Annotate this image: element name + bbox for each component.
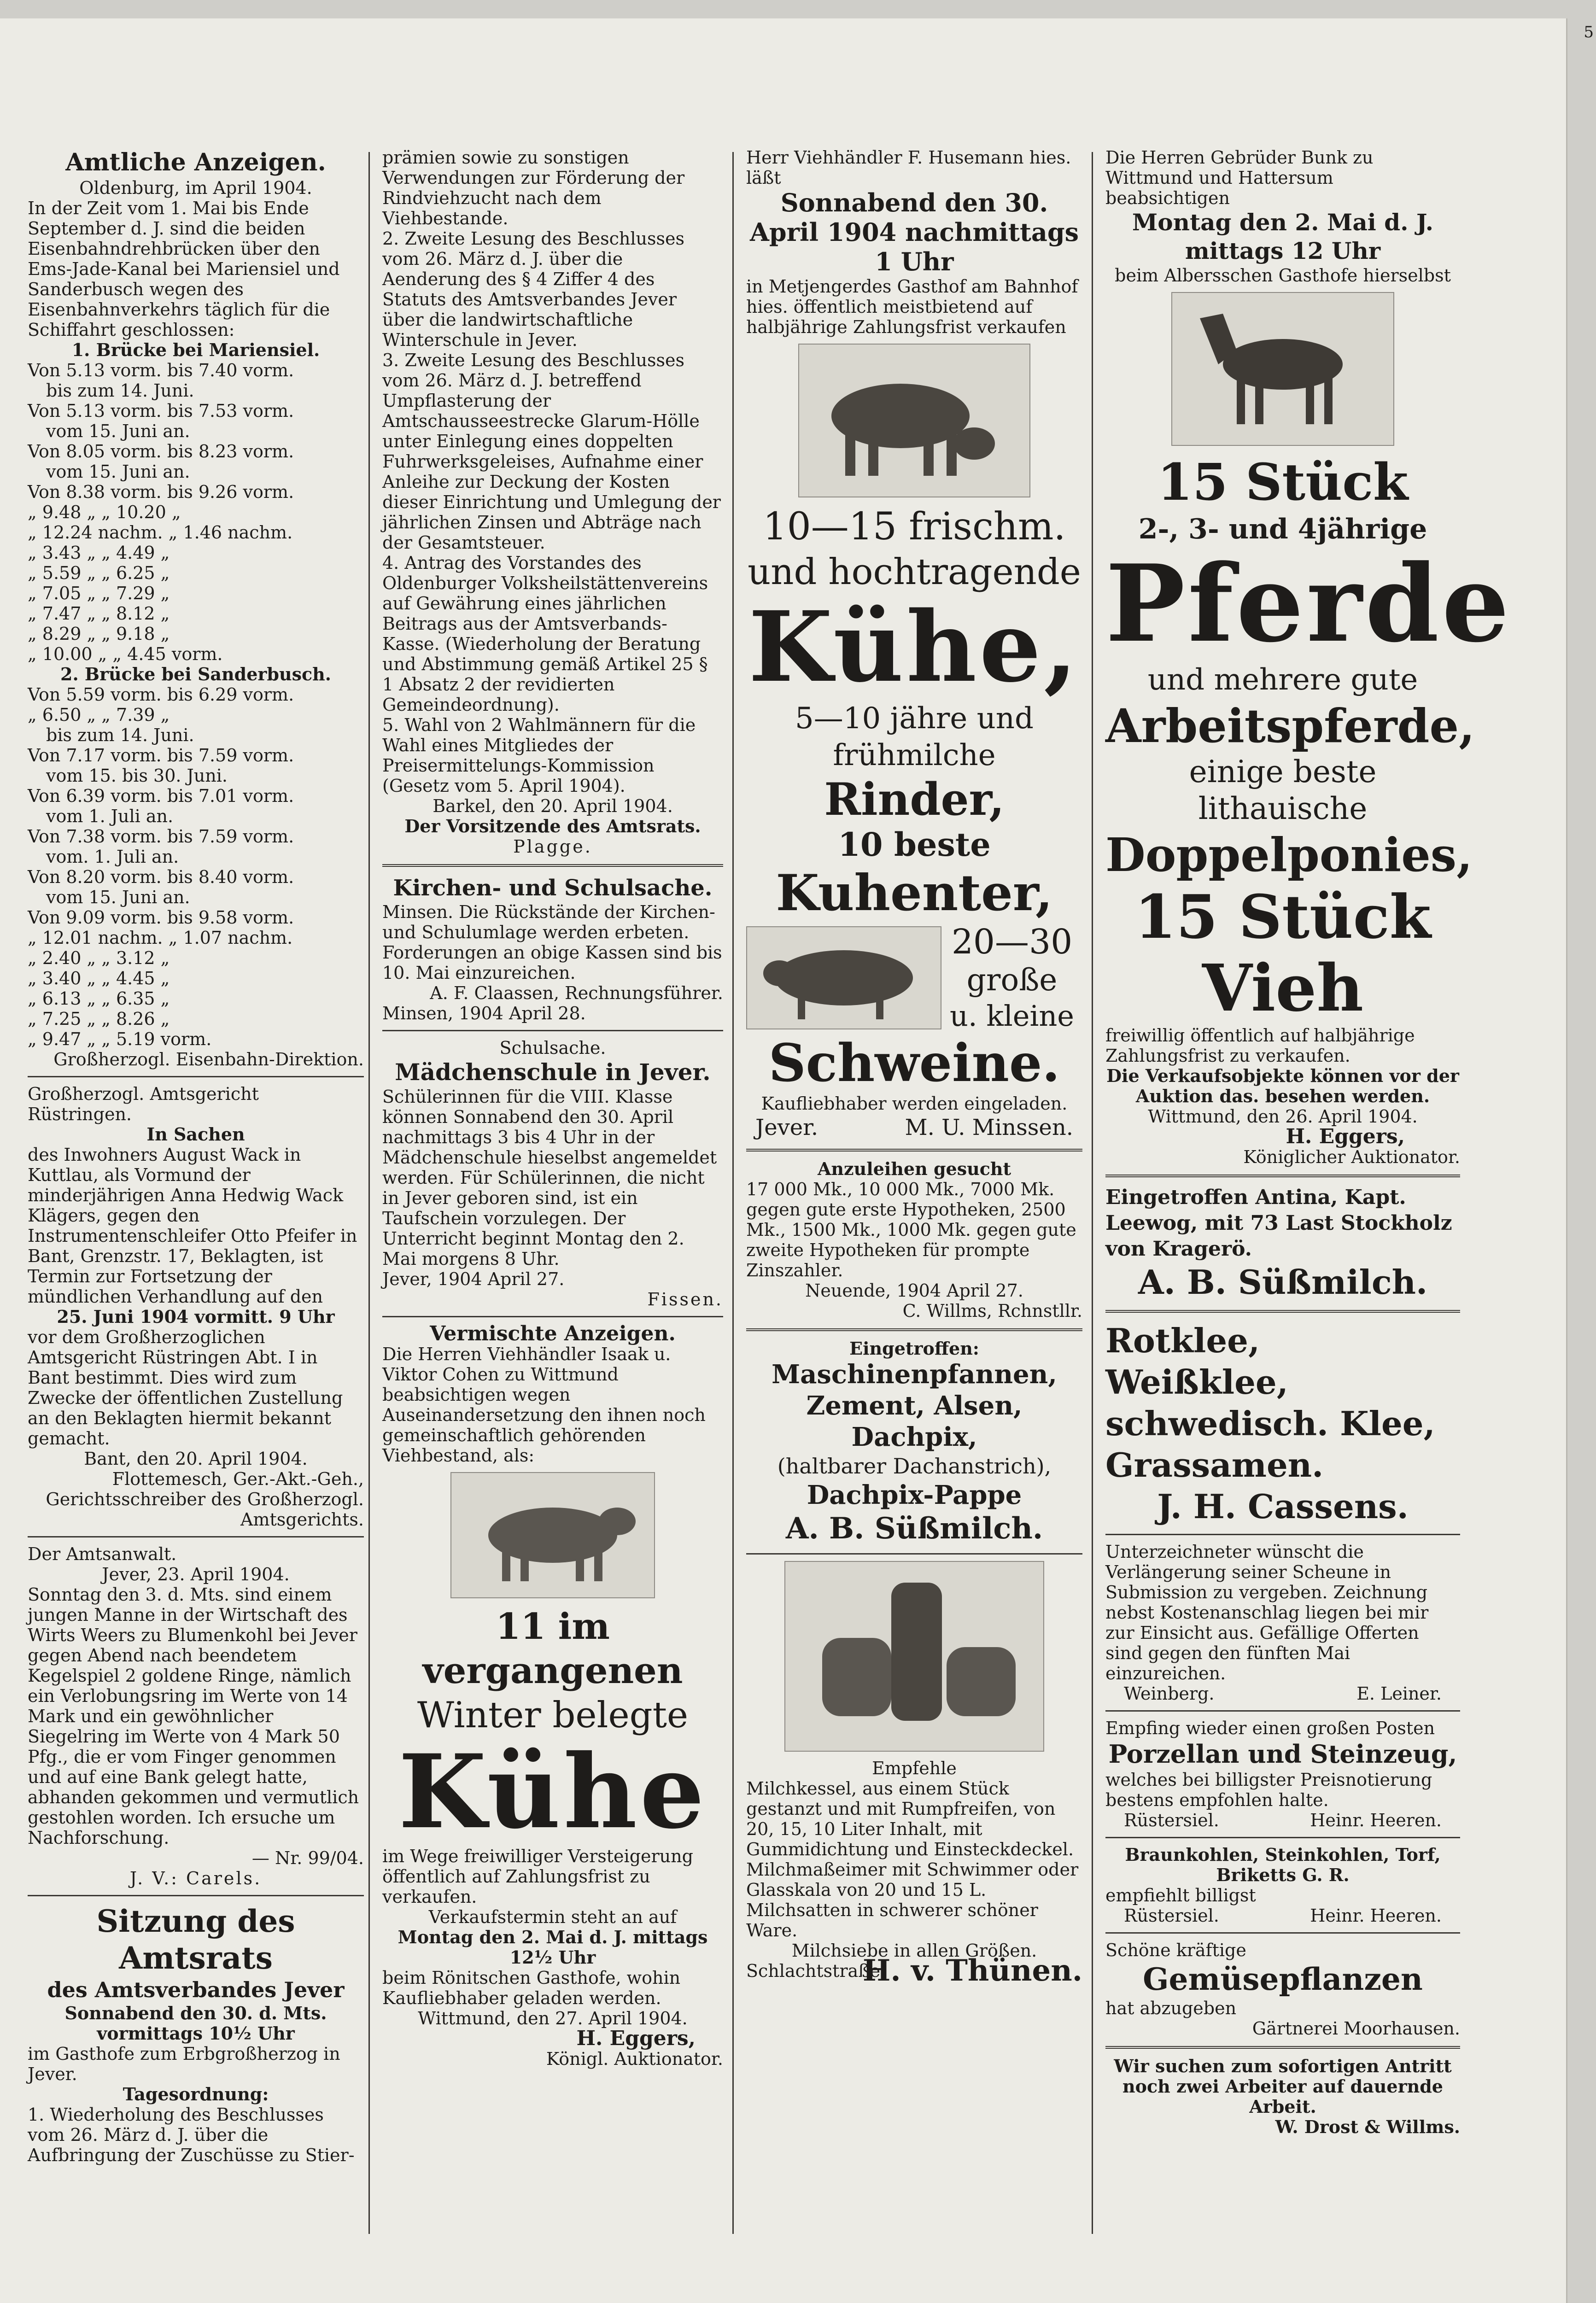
- divider: [1105, 1837, 1460, 1838]
- schweine-line-a: 20—30: [951, 922, 1073, 962]
- fissen-sign: Fissen.: [647, 1289, 723, 1309]
- divider: [746, 1328, 1082, 1331]
- amtliche-heading: Amtliche Anzeigen.: [65, 148, 326, 176]
- divider: [382, 1030, 723, 1031]
- time-row: „ 12.24 nachm. „ 1.46 nachm.: [28, 522, 293, 543]
- pig-block: [746, 922, 1082, 1034]
- column-1: [28, 147, 364, 2165]
- porzellan-text: welches bei billigster Preisnotierung bestens empfohlen halte.: [1105, 1770, 1432, 1810]
- bridge2-heading: 2. Brücke bei Sanderbusch.: [60, 664, 331, 684]
- anleihen-date: Neuende, 1904 April 27.: [805, 1280, 1023, 1301]
- kirchen-date: Minsen, 1904 April 28.: [382, 1003, 586, 1023]
- horse-icon: [1181, 300, 1384, 438]
- time-row: vom 15. Juni an.: [46, 462, 190, 482]
- schwedisch-klee: schwedisch. Klee,: [1105, 1404, 1435, 1443]
- vorsitzende: Der Vorsitzende des Amtsrats.: [404, 816, 701, 836]
- barkel-date: Barkel, den 20. April 1904.: [433, 796, 673, 816]
- time-row: vom 15. Juni an.: [46, 887, 190, 907]
- time-row: Von 9.09 vorm. bis 9.58 vorm.: [28, 907, 294, 928]
- direktion-sign: Großherzogl. Eisenbahn-Direktion.: [53, 1049, 364, 1070]
- weissklee: Weißklee,: [1105, 1362, 1288, 1402]
- milchkessel: Milchkessel, aus einem Stück gestanzt und mit Rumpfreifen, von 20, 15, 10 Liter Inhalt, mit Gummidichtung und Einsteckdeckel.: [746, 1778, 1074, 1859]
- schulsache: Schulsache.: [499, 1038, 606, 1058]
- kuhenter-line: 10 beste: [838, 825, 991, 864]
- divider: [382, 864, 723, 867]
- eggers-sign: H. Eggers,: [1286, 1125, 1405, 1148]
- milchsiebe: Milchsiebe in allen Größen.: [791, 1941, 1037, 1961]
- column-rule: [732, 152, 734, 2234]
- time-row: Von 8.05 vorm. bis 8.23 vorm.: [28, 441, 294, 462]
- braunkohlen: Braunkohlen, Steinkohlen, Torf, Briketts G. R.: [1125, 1844, 1441, 1885]
- cow-icon: [808, 351, 1020, 490]
- cohen-date: Montag den 2. Mai d. J. mittags 12½ Uhr: [398, 1927, 708, 1968]
- empfehle: Empfehle: [872, 1758, 957, 1778]
- drost-sign: W. Drost & Willms.: [1275, 2116, 1460, 2137]
- divider: [1105, 1175, 1460, 1177]
- sitzung-title: Sitzung des Amtsrats: [96, 1903, 295, 1976]
- time-row: „ 9.48 „ „ 10.20 „: [28, 502, 181, 522]
- rinder-line-b: frühmilche: [833, 738, 996, 772]
- divider: [28, 1536, 364, 1537]
- bridge2-times: [28, 684, 364, 1049]
- bridge1-heading: 1. Brücke bei Mariensiel.: [71, 339, 320, 360]
- tages-item: prämien sowie zu sonstigen Verwendungen zur Förderung der Rindviehzucht nach dem Viehbestande.: [382, 147, 685, 228]
- divider: [28, 1076, 364, 1077]
- pferde-big: Pferde: [1105, 542, 1512, 666]
- cohen-termin: Verkaufstermin steht an auf: [428, 1907, 677, 1927]
- leiner-sign: [1105, 1683, 1460, 1704]
- divider: [382, 1316, 723, 1317]
- grassamen: Grassamen.: [1105, 1445, 1324, 1485]
- time-row: vom 15. Juni an.: [46, 421, 190, 441]
- milchsatten: Milchsatten in schwerer schöner Ware.: [746, 1900, 1038, 1941]
- time-row: Von 7.17 vorm. bis 7.59 vorm.: [28, 745, 294, 766]
- vieh-count: 15 Stück: [1134, 882, 1431, 952]
- pig-icon: [756, 932, 931, 1024]
- eggers-sign: H. Eggers,: [576, 2027, 696, 2050]
- doppelponies-big: Doppelponies,: [1105, 828, 1473, 882]
- suessmilch-sign: A. B. Süßmilch.: [1138, 1263, 1428, 1302]
- cassens-sign: J. H. Cassens.: [1157, 1487, 1409, 1526]
- pig-illustration: [746, 926, 941, 1029]
- cohen-text2: im Wege freiwilliger Versteigerung öffentlich auf Zahlungsfrist zu verkaufen.: [382, 1846, 693, 1907]
- in-sachen: In Sachen: [146, 1124, 245, 1145]
- schweine-line-c: u. kleine: [950, 999, 1074, 1033]
- kuehe-line-a: 10—15 frischm.: [763, 505, 1066, 549]
- haltbarer: (haltbarer Dachanstrich),: [777, 1454, 1052, 1479]
- ruestringen-text: des Inwohners August Wack in Kuttlau, als Vormund der minderjährigen Anna Hedwig Wack Klägers, gegen den Instrumentenschleifer Otto Pfeifer in Bant, Grenzstr. 17, Beklagten, ist Termin zur Fortsetzung der mündlichen Verhandlung auf den: [28, 1145, 357, 1307]
- milk-can-icon: [795, 1569, 1034, 1744]
- bunk-text2: freiwillig öffentlich auf halbjährige Zahlungsfrist zu verkaufen.: [1105, 1025, 1415, 1066]
- time-row: „ 7.05 „ „ 7.29 „: [28, 583, 170, 603]
- zement: Zement, Alsen,: [806, 1391, 1023, 1421]
- husemann-text2: in Metjengerdes Gasthof am Bahnhof hies. öffentlich meistbietend auf halbjährige Zahlungsfrist verkaufen: [746, 276, 1078, 337]
- milchmass: Milchmaßeimer mit Schwimmer oder Glasskala von 20 und 15 L.: [746, 1859, 1079, 1900]
- time-row: Von 7.38 vorm. bis 7.59 vorm.: [28, 826, 294, 847]
- divider: [1105, 1932, 1460, 1934]
- time-row: vom 1. Juli an.: [46, 806, 174, 826]
- kuehe-big: Kühe,: [748, 590, 1080, 704]
- rinder-big: Rinder,: [824, 773, 1005, 825]
- gemuesepflanzen: Gemüsepflanzen: [1143, 1961, 1423, 1997]
- antina-text: Eingetroffen Antina, Kapt. Leewog, mit 73 Last Stockholz von Kragerö.: [1105, 1186, 1452, 1261]
- cohen-sign-date: Wittmund, den 27. April 1904.: [418, 2008, 688, 2028]
- column-3: [746, 147, 1082, 1988]
- ruestringen-text2: vor dem Großherzoglichen Amtsgericht Rüstringen Abt. I in Bant bestimmt. Dies wird zum Zwecke der öffentlichen Zustellung an den Beklagten hiermit bekannt gemacht.: [28, 1327, 343, 1449]
- dachpix: Dachpix,: [851, 1422, 977, 1452]
- time-row: „ 6.13 „ „ 6.35 „: [28, 988, 170, 1009]
- minssen-sign: [746, 1114, 1082, 1141]
- pferde-count: 15 Stück: [1157, 452, 1409, 512]
- newspaper-page: [0, 18, 1594, 2303]
- time-row: „ 10.00 „ „ 4.45 vorm.: [28, 644, 223, 664]
- time-row: „ 7.25 „ „ 8.26 „: [28, 1009, 170, 1029]
- abzugeben: hat abzugeben: [1105, 1998, 1237, 2018]
- divider: [746, 1149, 1082, 1152]
- page-number: 5: [1584, 23, 1594, 41]
- time-row: Von 8.20 vorm. bis 8.40 vorm.: [28, 867, 294, 887]
- heeren-sign-1: [1105, 1810, 1460, 1830]
- cohen-text: Die Herren Viehhändler Isaak u. Viktor Cohen zu Wittmund beabsichtigen wegen Auseinandersetzung den ihnen noch gemeinschaftlich gehörenden Viehbestand, als:: [382, 1344, 706, 1466]
- porzellan: Porzellan und Steinzeug,: [1108, 1739, 1457, 1769]
- divider: [28, 1895, 364, 1896]
- oldenburg-date: Oldenburg, im April 1904.: [79, 178, 312, 198]
- billigst: empfiehlt billigst: [1105, 1885, 1256, 1906]
- ruestringen-term: 25. Juni 1904 vormitt. 9 Uhr: [57, 1306, 335, 1327]
- eggers-title: Königl. Auktionator.: [546, 2049, 723, 2069]
- time-row: „ 12.01 nachm. „ 1.07 nachm.: [28, 928, 293, 948]
- time-row: „ 2.40 „ „ 3.12 „: [28, 948, 170, 968]
- cohen-big-1: 11 im vergangenen: [422, 1606, 683, 1692]
- divider: [1105, 1710, 1460, 1712]
- time-row: „ 3.43 „ „ 4.49 „: [28, 543, 170, 563]
- tages-item: 3. Zweite Lesung des Beschlusses vom 26. März d. J. betreffend Umpflasterung der Amtschausseestrecke Glarum-Hölle unter Einlegung eines doppelten Fuhrwerksgeleises, Aufnahme einer Anleihe zur Deckung der Kosten dieser Einrichtung und Umlegung der jährlichen Zinsen und Abträge nach der Gesamtsteuer.: [382, 350, 721, 553]
- time-row: bis zum 14. Juni.: [46, 380, 194, 401]
- time-row: Von 6.39 vorm. bis 7.01 vorm.: [28, 786, 294, 806]
- time-row: vom. 1. Juli an.: [46, 847, 179, 867]
- ruestersiel-label: Rüstersiel.: [1124, 1810, 1219, 1830]
- time-row: „ 8.29 „ „ 9.18 „: [28, 624, 170, 644]
- kirchen-text: Minsen. Die Rückstände der Kirchen- und Schulumlage werden erbeten. Forderungen an obige Kassen sind bis 10. Mai einzureichen.: [382, 902, 722, 983]
- heeren-name: Heinr. Heeren.: [1310, 1810, 1442, 1830]
- minssen-name: M. U. Minssen.: [905, 1115, 1073, 1140]
- amtsanwalt-text: Sonntag den 3. d. Mts. sind einem jungen Manne in der Wirtschaft des Wirts Weers zu Blumenkohl bei Jever gegen Abend nach beendetem Kegelspiel 2 goldene Ringe, nämlich ein Verlobungsring im Werte von 14 Mark und ein gewöhnlicher Siegelring im Werte von 4 Mark 50 Pfg., die er vom Finger genommen und auf eine Bank gelegt hatte, abhanden gekommen und vermutlich gestohlen worden. Ich ersuche um Nachforschung.: [28, 1584, 359, 1848]
- amtsanwalt-date: Jever, 23. April 1904.: [102, 1564, 290, 1584]
- maedchen-text: Schülerinnen für die VIII. Klasse können Sonnabend den 30. April nachmittags 3 bis 4 Uhr in der Mädchenschule hieselbst angemeldet werden. Für Schülerinnen, die nicht in Jever geboren sind, ist ein Taufschein vorzulegen. Der Unterricht beginnt Montag den 2. Mai morgens 8 Uhr.: [382, 1087, 717, 1269]
- kirchen-heading: Kirchen- und Schulsache.: [393, 875, 713, 901]
- cow-icon: [461, 1480, 645, 1590]
- kaufliebhaber: Kaufliebhaber werden eingeladen.: [761, 1093, 1068, 1114]
- time-row: „ 3.40 „ „ 4.45 „: [28, 968, 170, 988]
- time-row: vom 15. bis 30. Juni.: [46, 766, 228, 786]
- time-row: Von 5.13 vorm. bis 7.53 vorm.: [28, 401, 294, 421]
- time-row: Von 5.59 vorm. bis 6.29 vorm.: [28, 684, 294, 705]
- cow-illustration: [450, 1472, 655, 1598]
- milk-cans-illustration: [784, 1561, 1044, 1752]
- amtsanwalt-nr: — Nr. 99/04.: [251, 1848, 364, 1868]
- kuhenter-big: Kuhenter,: [776, 864, 1053, 922]
- ruestringen-heading: Großherzogl. Amtsgericht Rüstringen.: [28, 1084, 259, 1124]
- column-rule: [368, 152, 370, 2234]
- time-row: Von 8.38 vorm. bis 9.26 vorm.: [28, 482, 294, 502]
- sitzung-subtitle: des Amtsverbandes Jever: [47, 1977, 345, 2002]
- horse-illustration: [1171, 292, 1394, 446]
- cohen-big-3: Kühe: [398, 1732, 707, 1851]
- divider: [746, 1553, 1082, 1555]
- maedchen-date: Jever, 1904 April 27.: [382, 1269, 565, 1289]
- schweine-line-b: große: [966, 962, 1058, 998]
- time-row: bis zum 14. Juni.: [46, 725, 194, 745]
- arbeitspferde-intro: und mehrere gute: [1147, 663, 1418, 697]
- tages-item: 5. Wahl von 2 Wahlmännern für die Wahl eines Mitgliedes der Preisermittelungs-Kommission (Gesetz vom 5. April 1904).: [382, 715, 696, 796]
- leiner-name: E. Leiner.: [1356, 1683, 1442, 1704]
- sitzung-place: im Gasthofe zum Erbgroßherzog in Jever.: [28, 2044, 340, 2084]
- divider: [1105, 1534, 1460, 1535]
- tages-item: 1. Wiederholung des Beschlusses vom 26. März d. J. über die Aufbringung der Zuschüsse zu Stier-: [28, 2104, 355, 2165]
- divider: [1105, 2046, 1460, 2049]
- schweine-count: [941, 922, 1082, 1034]
- empfing-text: Empfing wieder einen großen Posten: [1105, 1718, 1435, 1738]
- thuenen-sign: [746, 1953, 1082, 1988]
- bridge1-times: [28, 360, 364, 664]
- schoene: Schöne kräftige: [1105, 1940, 1246, 1960]
- maedchen-heading: Mädchenschule in Jever.: [395, 1058, 711, 1086]
- tages-item: 4. Antrag des Vorstandes des Oldenburger Volksheilstättenvereins auf Gewährung eines jährlichen Beitrags aus der Amtsverbands-Kasse. (Wiederholung der Beratung und Abstimmung gemäß Artikel 25 § 1 Absatz 2 der revidierten Gemeindeordnung).: [382, 553, 708, 715]
- maschinen: Maschinenpfannen,: [772, 1359, 1057, 1390]
- bunk-text: Die Herren Gebrüder Bunk zu Wittmund und Hattersum beabsichtigen: [1105, 147, 1374, 208]
- grazing-cow-illustration: [798, 344, 1030, 497]
- willms-sign: C. Willms, Rchnstllr.: [902, 1301, 1082, 1321]
- column-2: [382, 147, 723, 2069]
- schweine-big: Schweine.: [768, 1033, 1060, 1093]
- cohen-place: beim Rönitschen Gasthofe, wohin Kaufliebhaber geladen werden.: [382, 1968, 681, 2008]
- tages-item: 2. Zweite Lesung des Beschlusses vom 26. März d. J. über die Aenderung des § 4 Ziffer 4 des Statuts des Amtsverbandes Jever über die landwirtschaftliche Winterschule in Jever.: [382, 228, 685, 350]
- bunk-sign-date: Wittmund, den 26. April 1904.: [1148, 1106, 1418, 1127]
- time-row: „ 9.47 „ „ 5.19 vorm.: [28, 1029, 212, 1049]
- arbeiter-text: Wir suchen zum sofortigen Antritt noch zwei Arbeiter auf dauernde Arbeit.: [1114, 2056, 1452, 2117]
- divider: [1105, 1310, 1460, 1313]
- moorhausen-sign: Gärtnerei Moorhausen.: [1252, 2018, 1460, 2039]
- amtsanwalt-sign: J. V.: Carels.: [129, 1868, 262, 1888]
- heeren-name: Heinr. Heeren.: [1310, 1906, 1442, 1926]
- time-row: Von 5.13 vorm. bis 7.40 vorm.: [28, 360, 294, 380]
- dachpix-pappe: Dachpix-Pappe: [807, 1480, 1022, 1510]
- scheune-text: Unterzeichneter wünscht die Verlängerung seiner Scheune in Submission zu vergeben. Zeichnung nebst Kostenanschlag liegen bei mir zur Einsicht aus. Gefällige Offerten sind gegen den fünften Mai einzureichen.: [1105, 1542, 1429, 1683]
- amtsanwalt-heading: Der Amtsanwalt.: [28, 1544, 177, 1564]
- cohen-big-2: Winter belegte: [417, 1695, 689, 1736]
- sitzung-date: Sonnabend den 30. d. Mts. vormittags 10½ Uhr: [64, 2003, 327, 2044]
- kuehe-line-b: und hochtragende: [748, 551, 1081, 593]
- suessmilch-sign: A. B. Süßmilch.: [785, 1511, 1043, 1546]
- rinder-line-a: 5—10 jähre und: [795, 701, 1034, 736]
- arbeitspferde-big: Arbeitspferde,: [1105, 699, 1475, 753]
- husemann-text: Herr Viehhändler F. Husemann hies. läßt: [746, 147, 1071, 188]
- time-row: „ 7.47 „ „ 8.12 „: [28, 603, 170, 624]
- weinberg-label: Weinberg.: [1124, 1683, 1215, 1704]
- time-row: „ 5.59 „ „ 6.25 „: [28, 563, 170, 583]
- bunk-bold: Die Verkaufsobjekte können vor der Auktion das. besehen werden.: [1106, 1065, 1459, 1106]
- ruestersiel-label: Rüstersiel.: [1124, 1906, 1219, 1926]
- pferde-age: 2-, 3- und 4jährige: [1138, 513, 1427, 545]
- eggers-title: Königlicher Auktionator.: [1243, 1147, 1460, 1167]
- bunk-date: Montag den 2. Mai d. J. mittags 12 Uhr: [1132, 209, 1434, 264]
- time-row: „ 6.50 „ „ 7.39 „: [28, 705, 170, 725]
- anleihen-text: 17 000 Mk., 10 000 Mk., 7000 Mk. gegen gute erste Hypotheken, 2500 Mk., 1500 Mk., 1000 Mk. gegen gute zweite Hypotheken für prompte Zinszahler.: [746, 1179, 1076, 1280]
- rotklee: Rotklee,: [1105, 1321, 1260, 1360]
- minssen-place: Jever.: [755, 1115, 818, 1140]
- vieh-big: Vieh: [1202, 951, 1364, 1026]
- oldenburg-text: In der Zeit vom 1. Mai bis Ende September d. J. sind die beiden Eisenbahndrehbrücken über den Ems-Jade-Kanal bei Mariensiel und Sanderbusch wegen des Eisenbahnverkehrs täglich für die Schiffahrt geschlossen:: [28, 198, 340, 340]
- lithauische-line: einige beste lithauische: [1189, 754, 1377, 826]
- ruestringen-sign: Flottemesch, Ger.-Akt.-Geh., Gerichtsschreiber des Großherzogl. Amtsgerichts.: [46, 1469, 364, 1530]
- column-rule: [1092, 152, 1093, 2234]
- thuenen-name: H. v. Thünen.: [862, 1953, 1082, 1988]
- kirchen-sign: A. F. Claassen, Rechnungsführer.: [430, 983, 723, 1003]
- column-4: [1105, 147, 1512, 2137]
- bunk-place: beim Albersschen Gasthofe hierselbst: [1115, 265, 1451, 286]
- schlacht-label: Schlachtstraße.: [746, 1961, 886, 1981]
- tagesordnung: Tagesordnung:: [123, 2084, 269, 2104]
- ruestringen-date: Bant, den 20. April 1904.: [84, 1449, 308, 1469]
- vermischte-heading: Vermischte Anzeigen.: [430, 1322, 676, 1345]
- eingetroffen: Eingetroffen:: [849, 1338, 979, 1359]
- anleihen-heading: Anzuleihen gesucht: [817, 1158, 1011, 1179]
- husemann-date: Sonnabend den 30. April 1904 nachmittags 1 Uhr: [749, 188, 1079, 276]
- plagge-sign: Plagge.: [513, 836, 592, 857]
- heeren-sign-2: [1105, 1906, 1460, 1926]
